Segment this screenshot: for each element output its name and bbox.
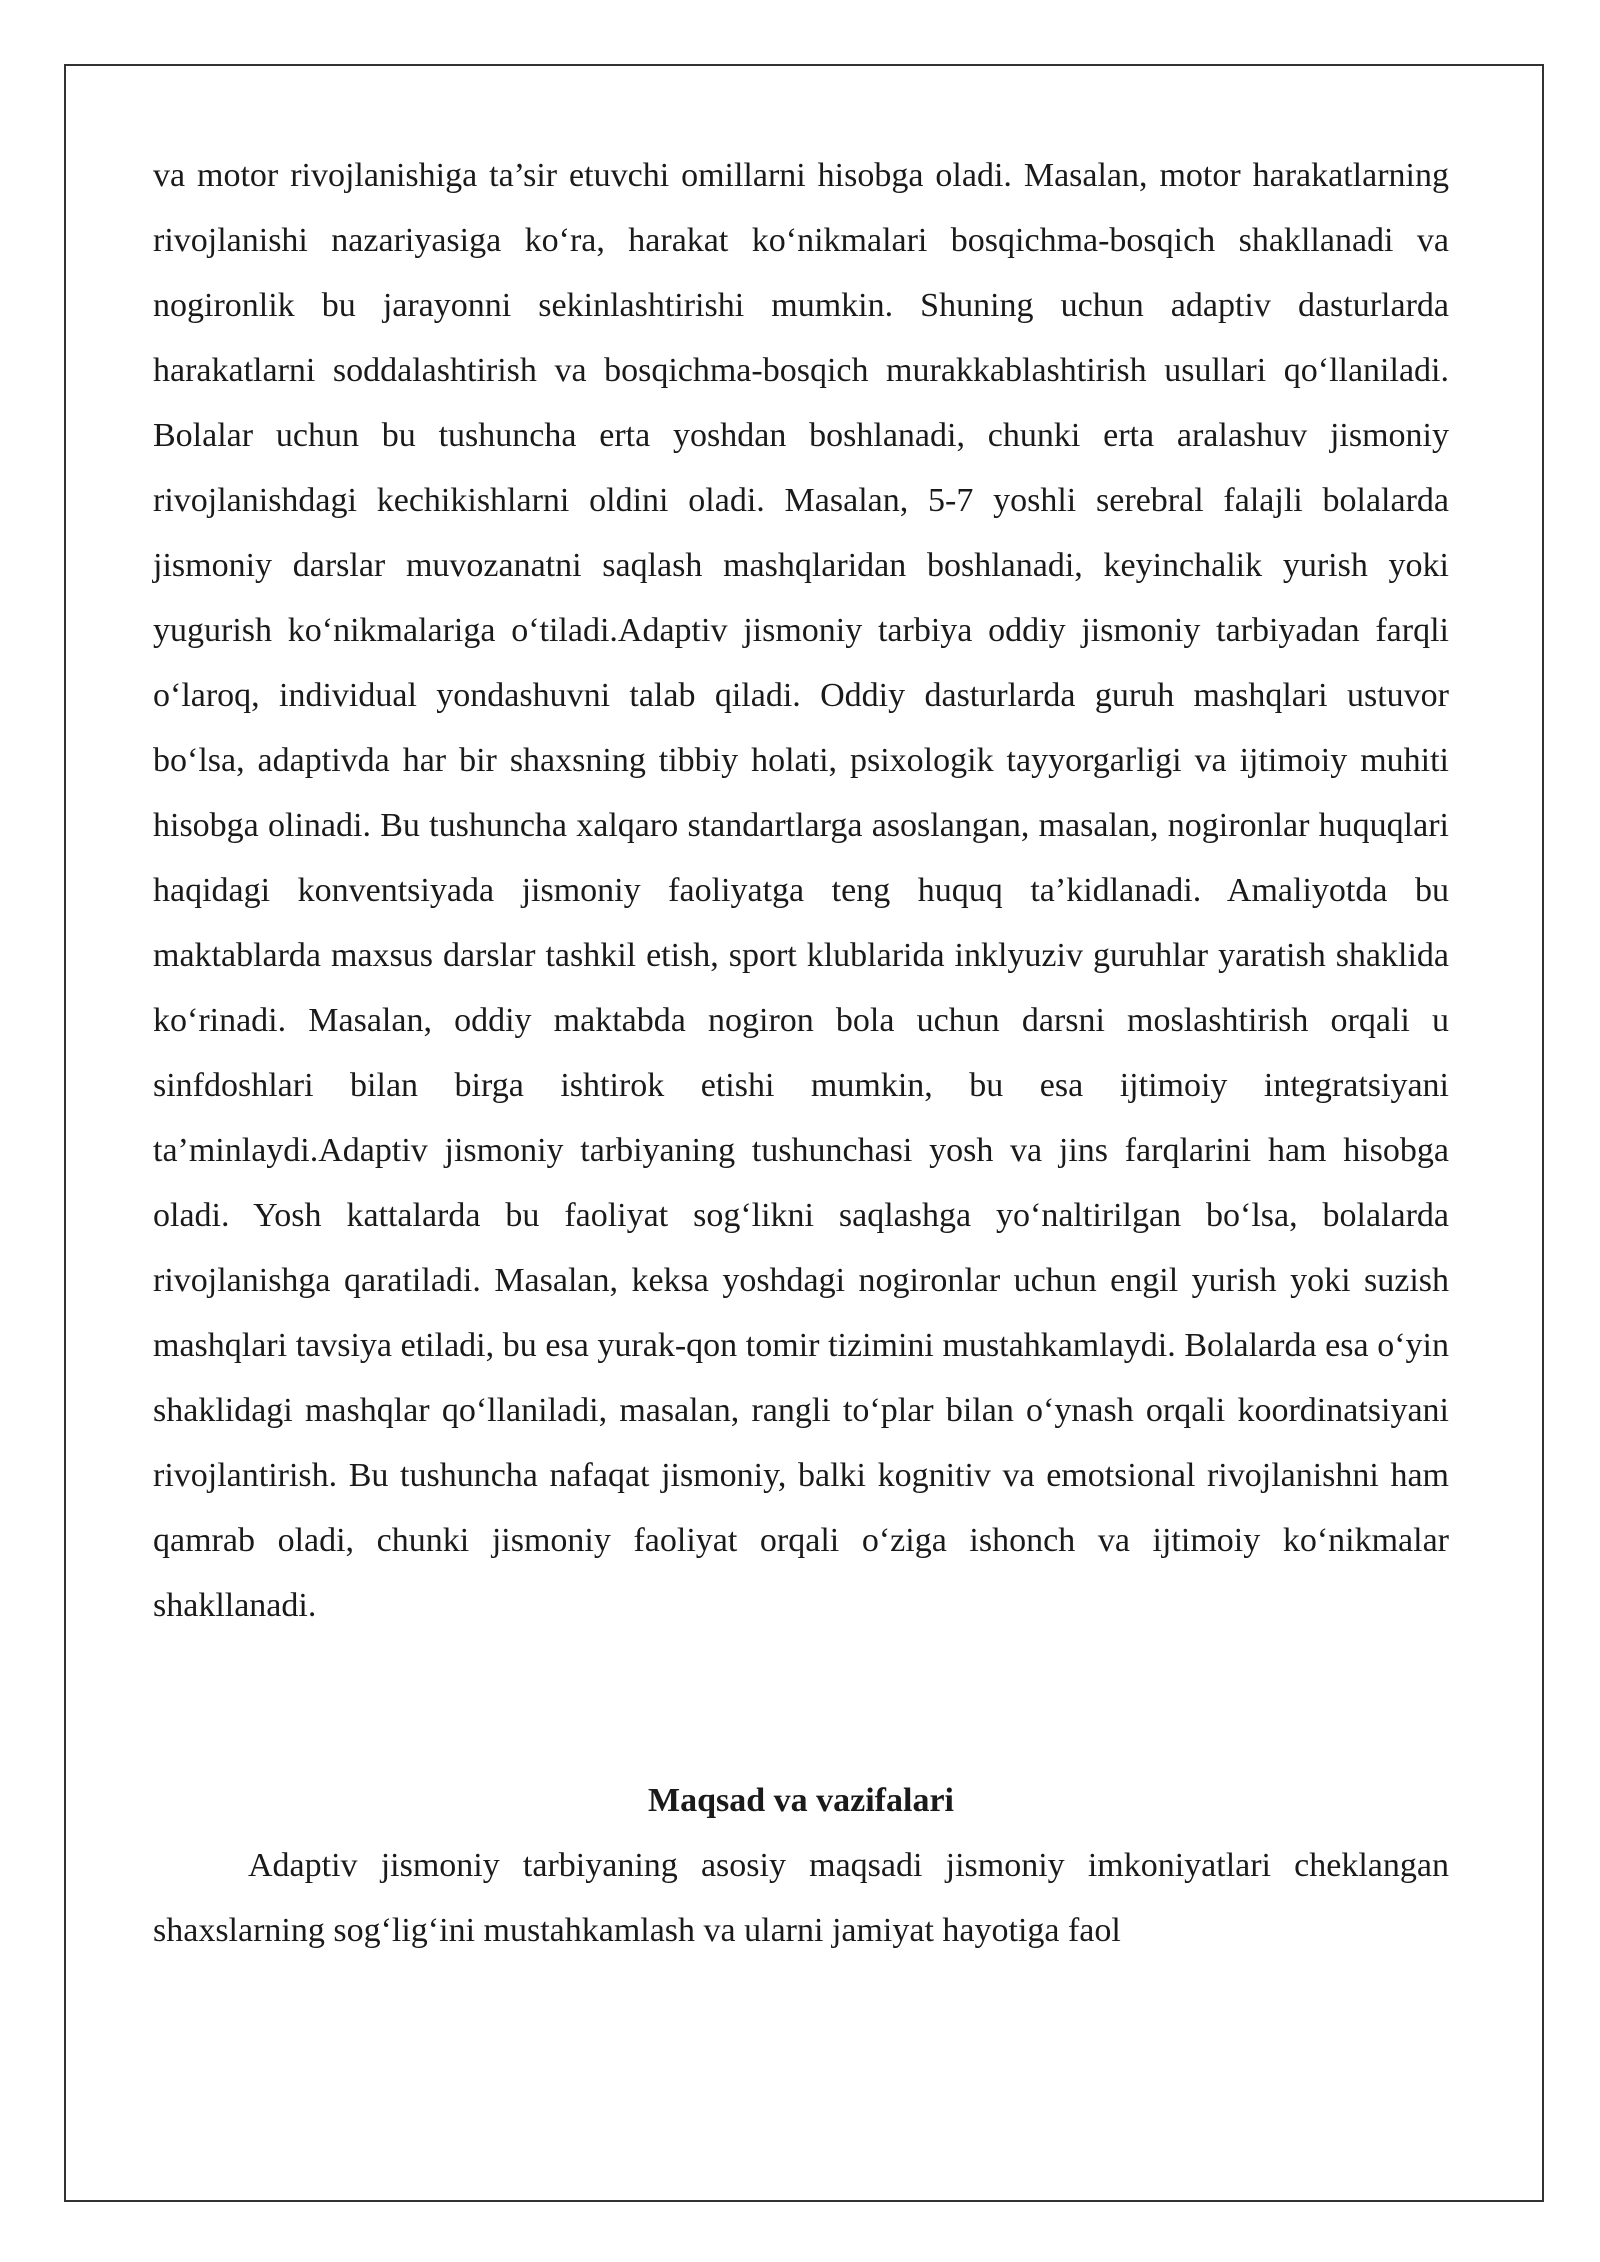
section-heading: Maqsad va vazifalari xyxy=(648,1782,954,1819)
section-paragraph: Adaptiv jismoniy tarbiyaning asosiy maqsadi jismoniy imkoniyatlari cheklangan shaxslarning sog‘lig‘ini mustahkamlash va ularni jamiyat hayotiga faol xyxy=(153,1847,1449,1949)
body-paragraph: va motor rivojlanishiga ta’sir etuvchi omillarni hisobga oladi. Masalan, motor harakatlarning rivojlanishi nazariyasiga ko‘ra, harakat ko‘nikmalari bosqichma-bosqich shakllanadi va nogironlik bu jarayonni sekinlashtirishi mumkin. Shuning uchun adaptiv dasturlarda harakatlarni soddalashtirish va bosqichma-bosqich murakkablashtirish usullari qo‘llaniladi. Bolalar uchun bu tushuncha erta yoshdan boshlanadi, chunki erta aralashuv jismoniy rivojlanishdagi kechikishlarni oldini oladi. Masalan, 5-7 yoshli serebral falajli bolalarda jismoniy darslar muvozanatni saqlash mashqlaridan boshlanadi, keyinchalik yurish yoki yugurish ko‘nikmalariga o‘tiladi.Adaptiv jismoniy tarbiya oddiy jismoniy tarbiyadan farqli o‘laroq, individual yondashuvni talab qiladi. Oddiy dasturlarda guruh mashqlari ustuvor bo‘lsa, adaptivda har bir shaxsning tibbiy holati, psixologik tayyorgarligi va ijtimoiy muhiti hisobga olinadi. Bu tushuncha xalqaro standartlarga asoslangan, masalan, nogironlar huquqlari haqidagi konventsiyada jismoniy faoliyatga teng huquq ta’kidlanadi. Amaliyotda bu maktablarda maxsus darslar tashkil etish, sport klublarida inklyuziv guruhlar yaratish shaklida ko‘rinadi. Masalan, oddiy maktabda nogiron bola uchun darsni moslashtirish orqali u sinfdoshlari bilan birga ishtirok etishi mumkin, bu esa ijtimoiy integratsiyani ta’minlaydi.Adaptiv jismoniy tarbiyaning tushunchasi yosh va jins farqlarini ham hisobga oladi. Yosh kattalarda bu faoliyat sog‘likni saqlashga yo‘naltirilgan bo‘lsa, bolalarda rivojlanishga qaratiladi. Masalan, keksa yoshdagi nogironlar uchun engil yurish yoki suzish mashqlari tavsiya etiladi, bu esa yurak-qon tomir tizimini mustahkamlaydi. Bolalarda esa o‘yin shaklidagi mashqlar qo‘llaniladi, masalan, rangli to‘plar bilan o‘ynash orqali koordinatsiyani rivojlantirish. Bu tushuncha nafaqat jismoniy, balki kognitiv va emotsional rivojlanishni ham qamrab oladi, chunki jismoniy faoliyat orqali o‘ziga ishonch va ijtimoiy ko‘nikmalar shakllanadi. xyxy=(153,157,1449,1624)
document-body xyxy=(153,143,1449,1963)
section-spacer xyxy=(153,1638,1449,1768)
